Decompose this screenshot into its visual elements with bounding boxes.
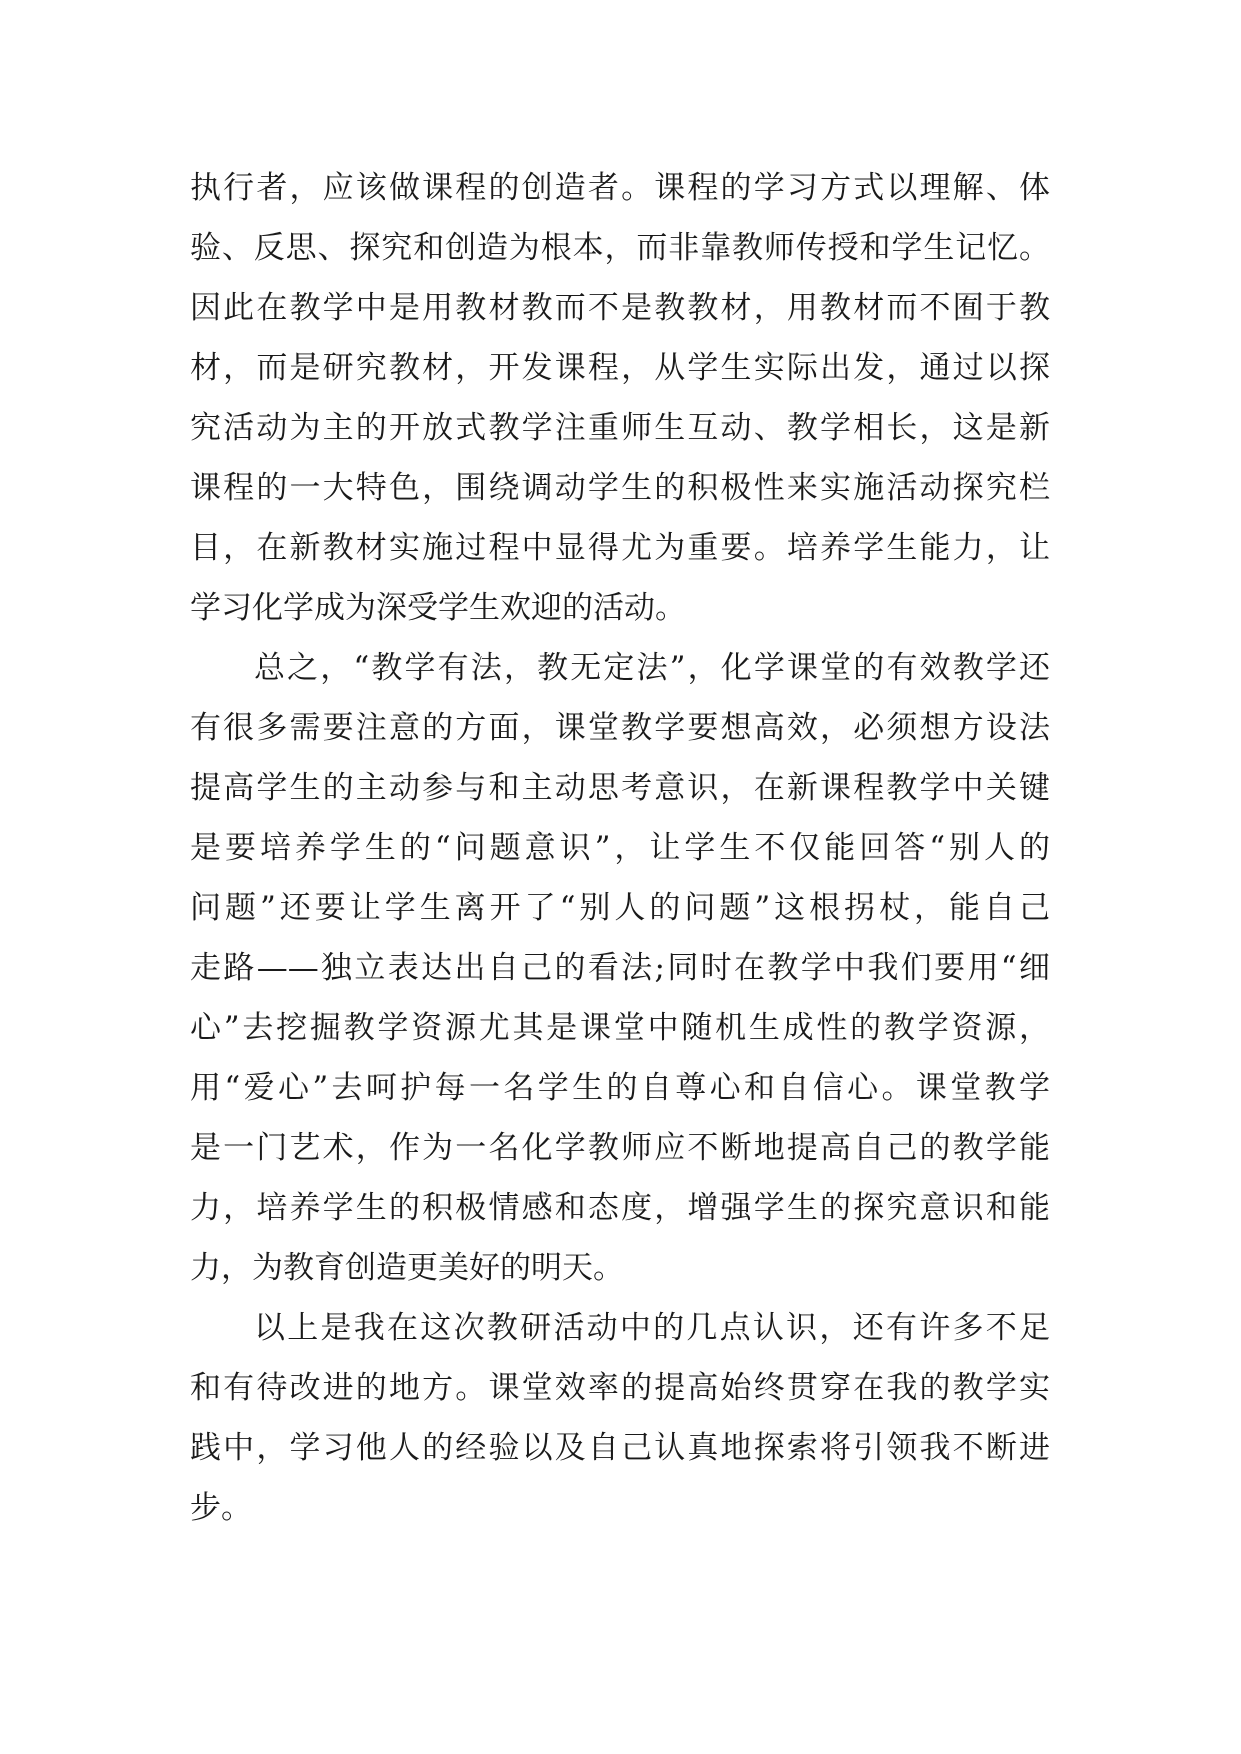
text-line: 走路——独立表达出自己的看法;同时在教学中我们要用“细 (190, 950, 1050, 986)
text-line: 问题”还要让学生离开了“别人的问题”这根拐杖，能自己 (190, 890, 1050, 926)
text-line: 力，培养学生的积极情感和态度，增强学生的探究意识和能 (190, 1190, 1050, 1226)
text-line: 和有待改进的地方。课堂效率的提高始终贯穿在我的教学实 (190, 1370, 1050, 1406)
text-line: 是一门艺术，作为一名化学教师应不断地提高自己的教学能 (190, 1130, 1050, 1166)
text-line: 课程的一大特色，围绕调动学生的积极性来实施活动探究栏 (190, 470, 1050, 506)
text-line: 用“爱心”去呵护每一名学生的自尊心和自信心。课堂教学 (190, 1070, 1050, 1106)
text-line: 提高学生的主动参与和主动思考意识，在新课程教学中关键 (190, 770, 1050, 806)
text-line: 总之，“教学有法，教无定法”，化学课堂的有效教学还 (254, 650, 1050, 686)
text-line: 目，在新教材实施过程中显得尤为重要。培养学生能力，让 (190, 530, 1050, 566)
text-line: 力，为教育创造更美好的明天。 (190, 1250, 624, 1286)
paragraph (190, 1298, 1050, 1538)
text-line: 验、反思、探究和创造为根本，而非靠教师传授和学生记忆。 (190, 230, 1050, 266)
text-line: 究活动为主的开放式教学注重师生互动、教学相长，这是新 (190, 410, 1050, 446)
text-line: 是要培养学生的“问题意识”，让学生不仅能回答“别人的 (190, 830, 1050, 866)
text-line: 材，而是研究教材，开发课程，从学生实际出发，通过以探 (190, 350, 1050, 386)
text-line: 因此在教学中是用教材教而不是教教材，用教材而不囿于教 (190, 290, 1050, 326)
text-line: 学习化学成为深受学生欢迎的活动。 (190, 590, 686, 626)
text-line: 执行者，应该做课程的创造者。课程的学习方式以理解、体 (190, 170, 1050, 206)
paragraph (190, 638, 1050, 1298)
text-line: 以上是我在这次教研活动中的几点认识，还有许多不足 (254, 1310, 1050, 1346)
text-line: 步。 (190, 1490, 252, 1526)
text-line: 践中，学习他人的经验以及自己认真地探索将引领我不断进 (190, 1430, 1050, 1466)
text-line: 心”去挖掘教学资源尤其是课堂中随机生成性的教学资源， (190, 1010, 1050, 1046)
text-line: 有很多需要注意的方面，课堂教学要想高效，必须想方设法 (190, 710, 1050, 746)
document-body (190, 158, 1050, 1538)
paragraph (190, 158, 1050, 638)
